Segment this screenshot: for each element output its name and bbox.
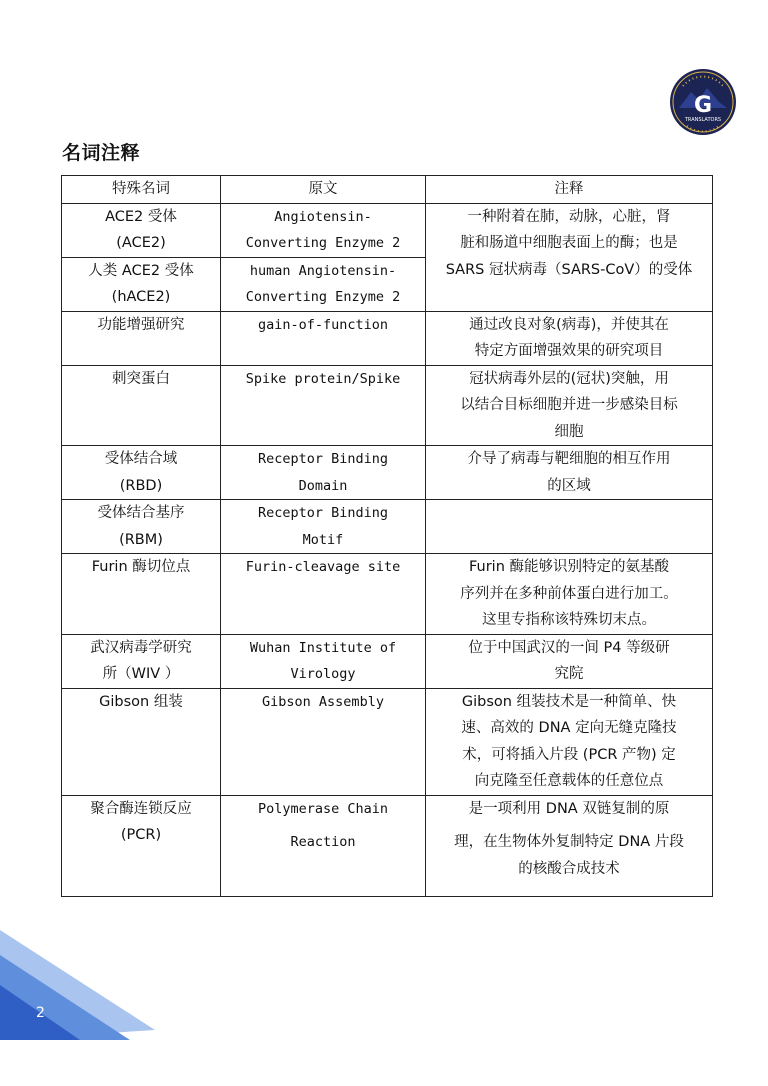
note-line: Gibson 组装技术是一种简单、快: [461, 693, 677, 710]
note-cell: [426, 446, 713, 500]
term-line: 受体结合基序: [97, 505, 185, 521]
original-line: human Angiotensin-: [249, 262, 397, 279]
original-line: Wuhan Institute of: [249, 639, 397, 656]
original-cell: [221, 257, 426, 311]
original-line: Virology: [290, 666, 356, 682]
original-line: Motif: [302, 531, 344, 548]
original-line: gain-of-function: [257, 316, 389, 333]
table-row-wiv: [62, 634, 713, 688]
note-line: Furin 酶能够识别特定的氨基酸: [468, 559, 670, 575]
table-row-ace2: [62, 203, 713, 257]
term-cell: [62, 554, 221, 635]
logo-letter: G: [693, 93, 713, 118]
section-title: 名词注释: [62, 142, 141, 164]
header-term: 特殊名词: [62, 176, 221, 204]
term-line: 人类 ACE2 受体: [88, 262, 194, 279]
term-line: (hACE2): [111, 289, 171, 305]
original-line: Angiotensin-: [274, 208, 372, 225]
note-cell: [426, 203, 713, 311]
original-cell: [221, 554, 426, 635]
note-line: 序列并在多种前体蛋白进行加工。: [460, 585, 678, 602]
note-line: 速、高效的 DNA 定向无缝克隆技: [461, 720, 677, 736]
original-line: Domain: [298, 477, 348, 494]
term-cell: [62, 795, 221, 896]
note-cell: [426, 795, 713, 896]
note-line: 冠状病毒外层的(冠状)突触，用: [469, 370, 669, 387]
note-line: 位于中国武汉的一间 P4 等级研: [468, 639, 670, 656]
note-cell: [426, 554, 713, 635]
note-line: 的核酸合成技术: [518, 860, 620, 877]
term-line: (ACE2): [116, 235, 166, 251]
note-line: 理，在生物体外复制特定 DNA 片段: [454, 834, 684, 850]
note-cell: [426, 311, 713, 365]
term-line: 功能增强研究: [97, 316, 185, 333]
table-header-row: [62, 176, 713, 204]
glossary-table: [61, 175, 713, 897]
original-cell: [221, 446, 426, 500]
table-row-gibson: [62, 688, 713, 795]
footer-corner-decoration: [0, 930, 160, 1040]
note-line: 特定方面增强效果的研究项目: [474, 343, 664, 359]
term-line: 所（WIV ）: [102, 666, 180, 682]
original-line: Converting Enzyme 2: [245, 289, 401, 305]
original-cell: [221, 311, 426, 365]
term-cell: [62, 688, 221, 795]
term-line: (RBD): [119, 477, 163, 494]
note-line: 以结合目标细胞并进一步感染目标: [460, 397, 678, 413]
term-line: ACE2 受体: [105, 208, 177, 225]
term-cell: [62, 634, 221, 688]
note-line: SARS 冠状病毒（SARS-CoV）的受体: [445, 261, 693, 278]
header-note: 注释: [426, 176, 713, 204]
original-cell: [221, 500, 426, 554]
note-line: 脏和肠道中细胞表面上的酶；也是: [460, 235, 678, 251]
original-line: Converting Enzyme 2: [245, 235, 401, 251]
note-cell-empty: [426, 500, 713, 554]
note-line: 这里专指称该特殊切末点。: [482, 612, 656, 628]
term-cell: [62, 257, 221, 311]
note-line: 介导了病毒与靶细胞的相互作用: [467, 451, 671, 467]
note-cell: [426, 688, 713, 795]
term-line: 武汉病毒学研究: [90, 639, 192, 656]
original-cell: [221, 365, 426, 446]
table-row-spike: [62, 365, 713, 446]
term-cell: [62, 365, 221, 446]
note-cell: [426, 365, 713, 446]
note-line: 通过改良对象(病毒)，并使其在: [469, 316, 669, 333]
note-line: 术，可将插入片段 (PCR 产物) 定: [462, 746, 676, 763]
original-line: Receptor Binding: [257, 451, 389, 467]
term-line: (RBM): [119, 531, 163, 548]
table-row-pcr: [62, 795, 713, 896]
term-cell: [62, 500, 221, 554]
original-cell: [221, 634, 426, 688]
term-line: (PCR): [120, 827, 162, 843]
corner-triangle-icon: [0, 930, 160, 1040]
logo-emblem-icon: [669, 68, 737, 136]
translators-logo: [669, 68, 737, 136]
original-line: Reaction: [290, 834, 356, 850]
table-row-furin: [62, 554, 713, 635]
original-line: Spike protein/Spike: [245, 370, 401, 387]
term-cell: [62, 311, 221, 365]
note-line: 究院: [554, 666, 584, 682]
logo-wordmark: TRANSLATORS: [684, 117, 722, 123]
note-cell: [426, 634, 713, 688]
original-cell: [221, 795, 426, 896]
term-cell: [62, 446, 221, 500]
header-original: 原文: [221, 176, 426, 204]
original-line: Gibson Assembly: [262, 693, 384, 710]
term-line: 聚合酶连锁反应: [90, 800, 192, 817]
note-line: 向克隆至任意载体的任意位点: [474, 773, 664, 789]
original-cell: [221, 688, 426, 795]
original-line: Polymerase Chain: [257, 800, 389, 817]
table-row-rbd: [62, 446, 713, 500]
original-cell: [221, 203, 426, 257]
page-number: 2: [36, 1005, 45, 1021]
note-line: 的区域: [547, 477, 591, 494]
term-cell: [62, 203, 221, 257]
original-line: Furin-cleavage site: [245, 559, 401, 575]
table-row-rbm: [62, 500, 713, 554]
note-line: 一种附着在肺，动脉，心脏，肾: [467, 208, 671, 225]
term-line: Gibson 组装: [99, 693, 183, 710]
table-row-gain-of-function: [62, 311, 713, 365]
note-line: 细胞: [554, 423, 584, 440]
term-line: 刺突蛋白: [112, 370, 170, 387]
original-line: Receptor Binding: [257, 505, 389, 521]
term-line: Furin 酶切位点: [91, 559, 191, 575]
term-line: 受体结合域: [104, 451, 178, 467]
note-line: 是一项利用 DNA 双链复制的原: [468, 800, 670, 817]
